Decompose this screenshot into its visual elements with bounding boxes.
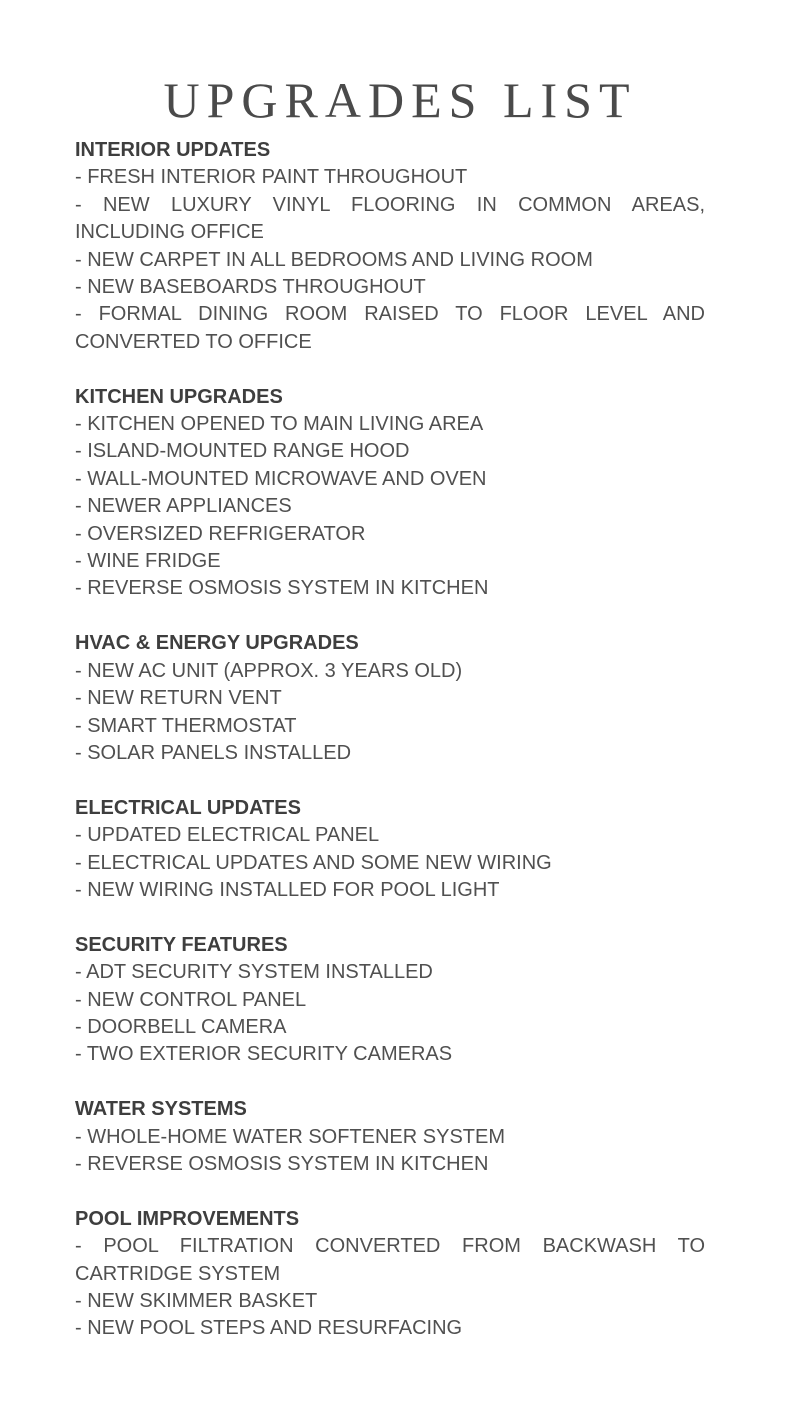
section-heading: INTERIOR UPDATES [75, 139, 271, 161]
section-kitchen-upgrades [75, 384, 705, 603]
list-item: - NEW WIRING INSTALLED FOR POOL LIGHT [75, 878, 500, 901]
list-item: - FORMAL DINING ROOM RAISED TO FLOOR LEVEL AND CONVERTED TO OFFICE [75, 303, 705, 353]
list-item: - POOL FILTRATION CONVERTED FROM BACKWASH TO CARTRIDGE SYSTEM [75, 1235, 705, 1285]
section-electrical-updates [75, 795, 705, 905]
section-heading: ELECTRICAL UPDATES [75, 796, 301, 819]
list-item: - FRESH INTERIOR PAINT THROUGHOUT [75, 166, 468, 189]
list-item: - NEW CARPET IN ALL BEDROOMS AND LIVING ROOM [75, 248, 593, 271]
list-item: - REVERSE OSMOSIS SYSTEM IN KITCHEN [75, 577, 489, 600]
list-item: - NEW SKIMMER BASKET [75, 1289, 318, 1312]
section-heading: KITCHEN UPGRADES [75, 385, 283, 408]
section-hvac-energy-upgrades [75, 630, 705, 767]
page-title: UPGRADES LIST [163, 72, 637, 128]
list-item: - NEW BASEBOARDS THROUGHOUT [75, 276, 426, 299]
list-item: - UPDATED ELECTRICAL PANEL [75, 824, 380, 847]
list-item: - OVERSIZED REFRIGERATOR [75, 522, 366, 545]
list-item: - REVERSE OSMOSIS SYSTEM IN KITCHEN [75, 1152, 489, 1175]
list-item: - SOLAR PANELS INSTALLED [75, 741, 352, 764]
section-interior-updates [75, 137, 705, 356]
list-item: - DOORBELL CAMERA [75, 1015, 287, 1038]
list-item: - WINE FRIDGE [75, 550, 221, 573]
list-item: - NEW LUXURY VINYL FLOORING IN COMMON AREAS, INCLUDING OFFICE [75, 193, 705, 244]
section-heading: WATER SYSTEMS [75, 1098, 247, 1121]
list-item: - NEW CONTROL PANEL [75, 988, 307, 1011]
list-item: - ELECTRICAL UPDATES AND SOME NEW WIRING [75, 851, 552, 874]
list-item: - ISLAND-MOUNTED RANGE HOOD [75, 440, 410, 463]
section-heading: HVAC & ENERGY UPGRADES [75, 632, 359, 655]
list-item: - TWO EXTERIOR SECURITY CAMERAS [75, 1043, 453, 1066]
list-item: - NEW AC UNIT (APPROX. 3 YEARS OLD) [75, 659, 463, 682]
section-security-features [75, 932, 705, 1069]
list-item: - SMART THERMOSTAT [75, 714, 297, 737]
list-item: - ADT SECURITY SYSTEM INSTALLED [75, 961, 433, 984]
section-heading: SECURITY FEATURES [75, 933, 288, 956]
list-item: - WHOLE-HOME WATER SOFTENER SYSTEM [75, 1125, 506, 1148]
list-item: - NEW RETURN VENT [75, 687, 282, 710]
section-water-systems [75, 1096, 705, 1178]
list-item: - WALL-MOUNTED MICROWAVE AND OVEN [75, 467, 487, 490]
upgrades-content [75, 137, 705, 1370]
list-item: - NEWER APPLIANCES [75, 495, 292, 518]
list-item: - NEW POOL STEPS AND RESURFACING [75, 1317, 463, 1340]
list-item: - KITCHEN OPENED TO MAIN LIVING AREA [75, 413, 484, 436]
section-heading: POOL IMPROVEMENTS [75, 1207, 300, 1230]
section-pool-improvements [75, 1206, 705, 1343]
